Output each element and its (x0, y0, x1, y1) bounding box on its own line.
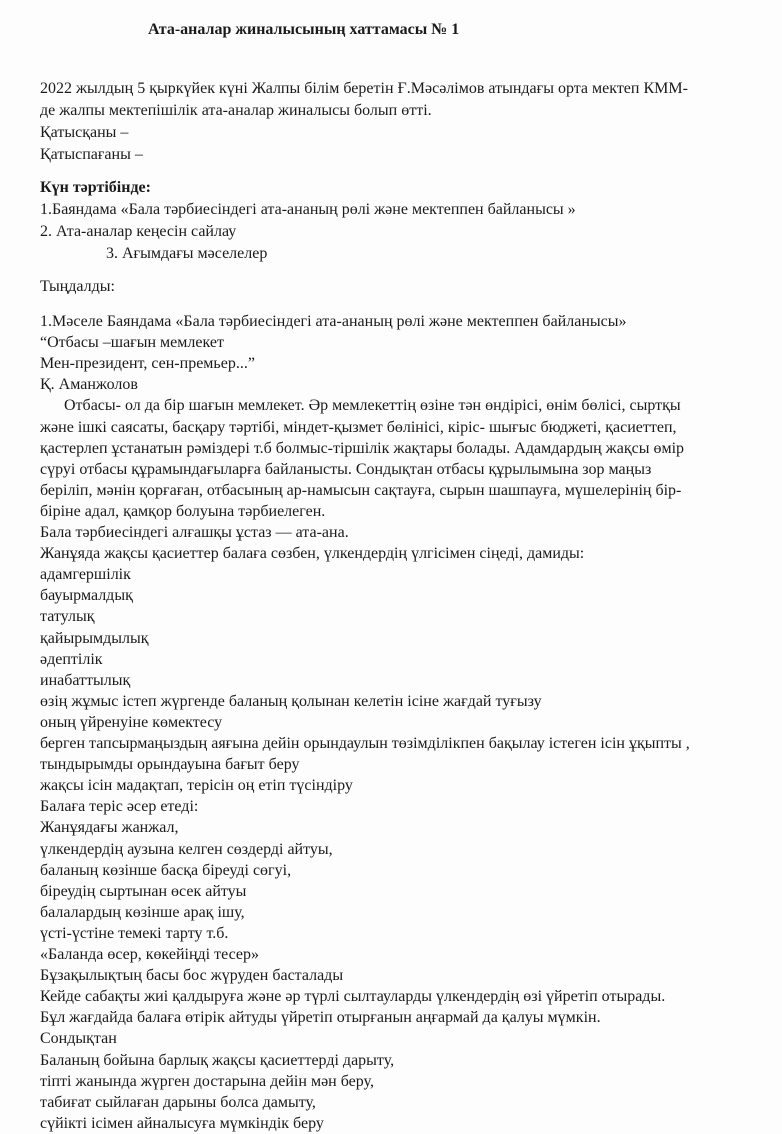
intro-line-1: 2022 жылдың 5 қыркүйек күні Жалпы білім беретін Ғ.Мәсәлімов атындағы орта мектеп КММ- (40, 80, 688, 97)
action-item: өзің жұмыс істеп жүргенде баланың қолынан келетін ісіне жағдай туғызу (40, 692, 542, 710)
recommendation-item: Баланың бойына барлық жақсы қасиеттерді дарыту, (40, 1051, 395, 1069)
agenda-item: 1.Баяндама «Бала тәрбиесіндегі ата-ананың рөлі және мектеппен байланысы » (40, 201, 576, 218)
negative-item: үсті-үстіне темекі тарту т.б. (40, 924, 229, 942)
negative-item: Жанұядағы жанжал, (40, 819, 179, 837)
paragraph-line: беріліп, мәнін қорғаған, отбасының ар-намысын сақтауға, сырын шашпауға, мүшелерінің бір- (40, 481, 682, 499)
value-item: татулық (40, 608, 95, 626)
agenda-item: 3. Ағымдағы мәселелер (106, 245, 268, 262)
values-intro: Жанұяда жақсы қасиеттер балаға сөзбен, үлкендердің үлгісімен сіңеді, дамиды: (40, 545, 585, 563)
negative-item: баланың көзінше басқа біреуді сөгуі, (40, 861, 292, 879)
intro-line-2: де жалпы мектепішілік ата-аналар жиналысы болып өтті. (40, 102, 432, 119)
recommendation-item: тіпті жанында жүрген достарына дейін мән беру, (40, 1072, 374, 1090)
paragraph-line: қастерлеп ұстанатын рәміздері т.б болмыс-тіршілік жақтары болады. Адамдардың жақсы өмір (40, 439, 685, 457)
present-label: Қатысқаны – (40, 124, 129, 141)
closing-line: Сондықтан (40, 1030, 117, 1048)
value-item: әдептілік (40, 650, 103, 668)
negative-item: үлкендердің аузына келген сөздерді айтуы, (40, 840, 333, 858)
heard-label: Тыңдалды: (40, 278, 115, 295)
closing-line: Кейде сабақты жиі қалдыруға және әр түрлі сылтауларды үлкендердің өзі үйретіп отырады. (40, 988, 666, 1006)
action-item: тындырымды орындауына бағыт беру (40, 756, 300, 774)
proverb: «Баланда өсер, көкейіңді тесер» (40, 946, 260, 963)
agenda-heading: Күн тәртібінде: (40, 179, 151, 196)
first-teacher: Бала тәрбиесіндегі алғашқы ұстаз — ата-ана. (40, 524, 349, 541)
quote-author: Қ. Аманжолов (40, 376, 138, 394)
paragraph-line: сүруі отбасы құрамындағыларға байланысты. Сондықтан отбасы құрылымына зор маңыз (40, 460, 652, 478)
agenda-item: 2. Ата-аналар кеңесін сайлау (40, 223, 237, 240)
action-item: жақсы ісін мадақтап, терісін оң етіп түсіндіру (40, 777, 353, 795)
action-item: берген тапсырмаңыздың аяғына дейін орындаулын төзімділікпен бақылау істеген ісін ұқыпты , (40, 735, 690, 752)
closing-line: Бұзақылықтың басы бос жүруден басталады (40, 967, 344, 985)
recommendation-item: сүйікті ісімен айналысуға мүмкіндік беру (40, 1114, 324, 1132)
value-item: инабаттылық (40, 671, 131, 689)
quote-line: “Отбасы –шағын мемлекет (40, 334, 224, 352)
negative-item: балалардың көзінше арақ ішу, (40, 903, 245, 921)
negative-intro: Балаға теріс әсер етеді: (40, 798, 199, 816)
value-item: адамгершілік (40, 566, 131, 584)
paragraph-line: біріне адал, қамқор болуына тәрбиелеген. (40, 502, 326, 520)
negative-item: біреудің сыртынан өсек айтуы (40, 882, 247, 900)
quote-line: Мен-президент, сен-премьер...” (40, 355, 255, 373)
action-item: оның үйренуіне көмектесу (40, 713, 223, 731)
paragraph-line: және ішкі саясаты, басқару тәртібі, міндет-қызмет бөлінісі, кіріс- шығыс бюджеті, қасиеттеп, (40, 418, 677, 436)
closing-line: Бұл жағдайда балаға өтірік айтуды үйретіп отырғанын аңғармай да қалуы мүмкін. (40, 1009, 601, 1027)
paragraph-line: Отбасы- ол да бір шағын мемлекет. Әр мемлекеттің өзіне тән өндірісі, өнім бөлісі, сыртқы (64, 397, 681, 415)
value-item: қайырымдылық (40, 629, 149, 647)
report-heading: 1.Мәселе Баяндама «Бала тәрбиесіндегі ата-ананың рөлі және мектеппен байланысы» (40, 313, 627, 330)
value-item: бауырмалдық (40, 587, 133, 605)
recommendation-item: табиғат сыйлаған дарыны болса дамыту, (40, 1093, 316, 1111)
absent-label: Қатыспағаны – (40, 146, 143, 163)
document-title: Ата-аналар жиналысының хаттамасы № 1 (148, 21, 460, 38)
